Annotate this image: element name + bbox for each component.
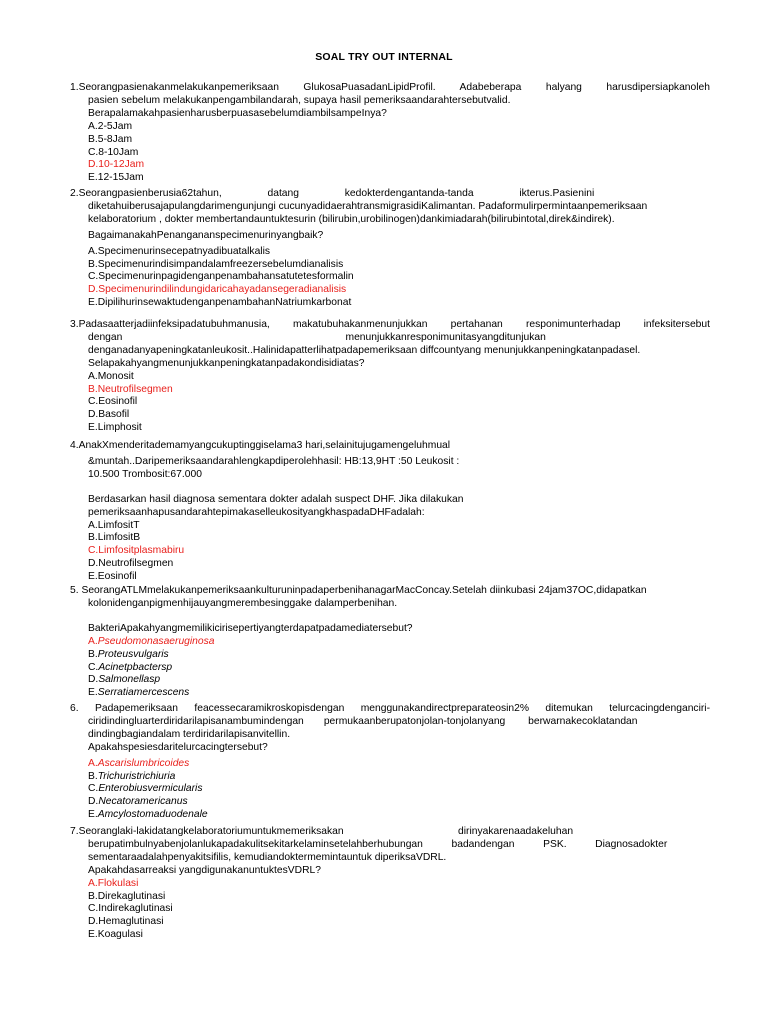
organism-name: Ascarislumbricoides <box>97 757 190 769</box>
question-text: BerapalamakahpasienharusberpuasasebelumdiambilsampeInya? <box>88 107 387 119</box>
answer-option: E.Limphosit <box>88 422 142 434</box>
question-text: 10.500 Trombosit:67.000 <box>88 468 202 480</box>
question-text: pemeriksaanhapusandarahtepimakaselleukosityangkhaspadaDHFadalah: <box>88 506 425 518</box>
answer-option: B.Trichuristrichiuria <box>88 770 176 782</box>
answer-option: C.8-10Jam <box>88 146 139 158</box>
organism-name: Enterobiusvermicularis <box>98 783 203 795</box>
question-7 <box>70 826 710 942</box>
question-text: kelaboratorium , dokter membertandauntuktesurin (bilirubin,urobilinogen)dankimiadarah(bilirubintotal,direk&indirek). <box>88 213 615 225</box>
question-text: Apakahdasarreaksi yangdigunakanuntuktesVDRL? <box>88 864 321 876</box>
question-text: Berdasarkan hasil diagnosa sementara dokter adalah suspect DHF. Jika dilakukan <box>88 493 464 505</box>
question-text: dengan menunjukkanresponimunitasyangditunjukan <box>88 331 546 343</box>
question-4 <box>70 440 710 584</box>
answer-option: E.Serratiamercescens <box>88 687 190 699</box>
answer-option: A.2-5Jam <box>88 120 133 132</box>
answer-option: B.Proteusvulgaris <box>88 648 169 660</box>
organism-name: Necatoramericanus <box>98 796 188 808</box>
answer-option: E.DipilihurinsewaktudenganpenambahanNatriumkarbonat <box>88 297 352 309</box>
answer-option: A.LimfositT <box>88 519 140 531</box>
answer-option: E.Koagulasi <box>88 929 143 941</box>
answer-option: B.Specimenurindisimpandalamfreezersebelumdianalisis <box>88 258 344 270</box>
correct-answer-option: A.Ascarislumbricoides <box>88 757 190 769</box>
answer-option: D.Hemaglutinasi <box>88 916 164 928</box>
question-text: diketahuiberusajapulangdarimengunjungi cucunyadidaerahtransmigrasidiKalimantan. Padaformulirpermintaanpemeriksaan <box>88 200 648 212</box>
answer-option: B.LimfositB <box>88 532 141 544</box>
question-text: 3.Padasaatterjadiinfeksipadatubuhmanusia, makatubuhakanmenunjukkan pertahanan responimunterhadap infeksitersebut <box>70 319 710 330</box>
correct-answer-option: C.Limfositplasmabiru <box>88 545 185 557</box>
question-text: 7.Seoranglaki-lakidatangkelaboratoriumuntukmemeriksakan dirinyakarenaadakeluhan <box>70 826 574 837</box>
question-6 <box>70 703 710 822</box>
answer-option: C.Indirekaglutinasi <box>88 903 173 915</box>
correct-answer-option: D.10-12Jam <box>88 159 145 171</box>
question-text: 4.AnakXmenderitademamyangcukuptinggiselama3 hari,selainitujugamengeluhmual <box>70 440 451 451</box>
answer-option: B.5-8Jam <box>88 133 133 145</box>
question-text: Apakahspesiesdaritelurcacingtersebut? <box>88 741 268 753</box>
organism-name: Pseudomonasaeruginosa <box>97 635 215 647</box>
correct-answer-option: A.Pseudomonasaeruginosa <box>88 635 215 647</box>
answer-option: A.Monosit <box>88 370 134 382</box>
answer-option: E.Amcylostomaduodenale <box>88 809 208 821</box>
question-text: 5. SeorangATLMmelakukanpemeriksaankulturuninpadaperbenihanagarMacConcay.Setelah diinkubasi 24jam37OC,didapatkan <box>70 585 647 596</box>
answer-option: B.Direkaglutinasi <box>88 890 166 902</box>
answer-option: A.Specimenurinsecepatnyadibuatalkalis <box>88 245 271 257</box>
answer-option: E.12-15Jam <box>88 172 144 184</box>
question-text: dindingbagiandalam terdiridarilapisanvitellin. <box>88 728 291 740</box>
question-text: kolonidenganpigmenhijauyangmerembesinggake dalamperbenihan. <box>88 597 398 609</box>
question-text: denganadanyapeningkatanleukosit..Halinidapatterlihatpadapemeriksaan diffcountyang menunjukkanpeningkatanpadasel. <box>88 344 641 356</box>
correct-answer-option: A.Flokulasi <box>88 877 139 889</box>
question-text: Selapakahyangmenunjukkanpeningkatanpadakondisidiatas? <box>88 357 365 369</box>
answer-option: C.Enterobiusvermicularis <box>88 783 203 795</box>
question-text: BakteriApakahyangmemilikicirisepertiyangterdapatpadamediatersebut? <box>88 622 413 634</box>
answer-option: D.Basofil <box>88 409 130 421</box>
question-text: pasien sebelum melakukanpengambilandarah, supaya hasil pemeriksaandarahtersebutvalid. <box>88 94 511 106</box>
question-text: sementaraadalahpenyakitsifilis, kemudiandoktermemintauntuk diperiksaVDRL. <box>88 851 447 863</box>
answer-option: D.Necatoramericanus <box>88 796 188 808</box>
question-1 <box>70 82 710 185</box>
answer-option: D.Neutrofilsegmen <box>88 558 174 570</box>
answer-option: D.Salmonellasp <box>88 674 161 686</box>
question-text: 1.Seorangpasienakanmelakukanpemeriksaan GlukosaPuasadanLipidProfil. Adabeberapa halyang harusdipersiapkanoleh <box>70 82 710 93</box>
organism-name: Salmonellasp <box>98 674 161 686</box>
answer-option: C.Eosinofil <box>88 396 138 408</box>
question-5 <box>70 585 710 700</box>
question-text: 6. Padapemeriksaan feacessecaramikroskopisdengan menggunakandirectpreparateosin2% ditemukan telurcacingdenganciri- <box>70 703 710 714</box>
page-title: SOAL TRY OUT INTERNAL <box>315 51 453 63</box>
answer-option: C.Acinetpbactersp <box>88 661 173 673</box>
organism-name: Amcylostomaduodenale <box>97 809 208 821</box>
answer-option: C.Specimenurinpagidenganpenambahansatutetesformalin <box>88 271 354 283</box>
question-text: 2.Seorangpasienberusia62tahun, datang kedokterdengantanda-tanda ikterus.Pasienini <box>70 188 595 199</box>
correct-answer-option: B.Neutrofilsegmen <box>88 383 173 395</box>
correct-answer-option: D.Specimenurindilindungidaricahayadansegeradianalisis <box>88 284 347 296</box>
question-2 <box>70 188 710 310</box>
organism-name: Proteusvulgaris <box>97 648 169 660</box>
question-3 <box>70 319 710 435</box>
question-text: berupatimbulnyabenjolanlukapadakulitsekitarkelaminsetelahberhubungan badandengan PSK. Diagnosadokter <box>88 838 668 850</box>
question-text: ciridindingluarterdiridarilapisanambumindengan permukaanberupatonjolan-tonjolanyang berwarnakecoklatandan <box>88 715 638 727</box>
question-text: BagaimanakahPenangananspecimenurinyangbaik? <box>88 229 324 241</box>
organism-name: Serratiamercescens <box>97 687 190 699</box>
answer-option: E.Eosinofil <box>88 571 137 583</box>
question-text: &muntah..Daripemeriksaandarahlengkapdiperolehhasil: HB:13,9HT :50 Leukosit : <box>88 455 460 467</box>
organism-name: Acinetpbactersp <box>98 661 173 673</box>
organism-name: Trichuristrichiuria <box>97 770 176 782</box>
